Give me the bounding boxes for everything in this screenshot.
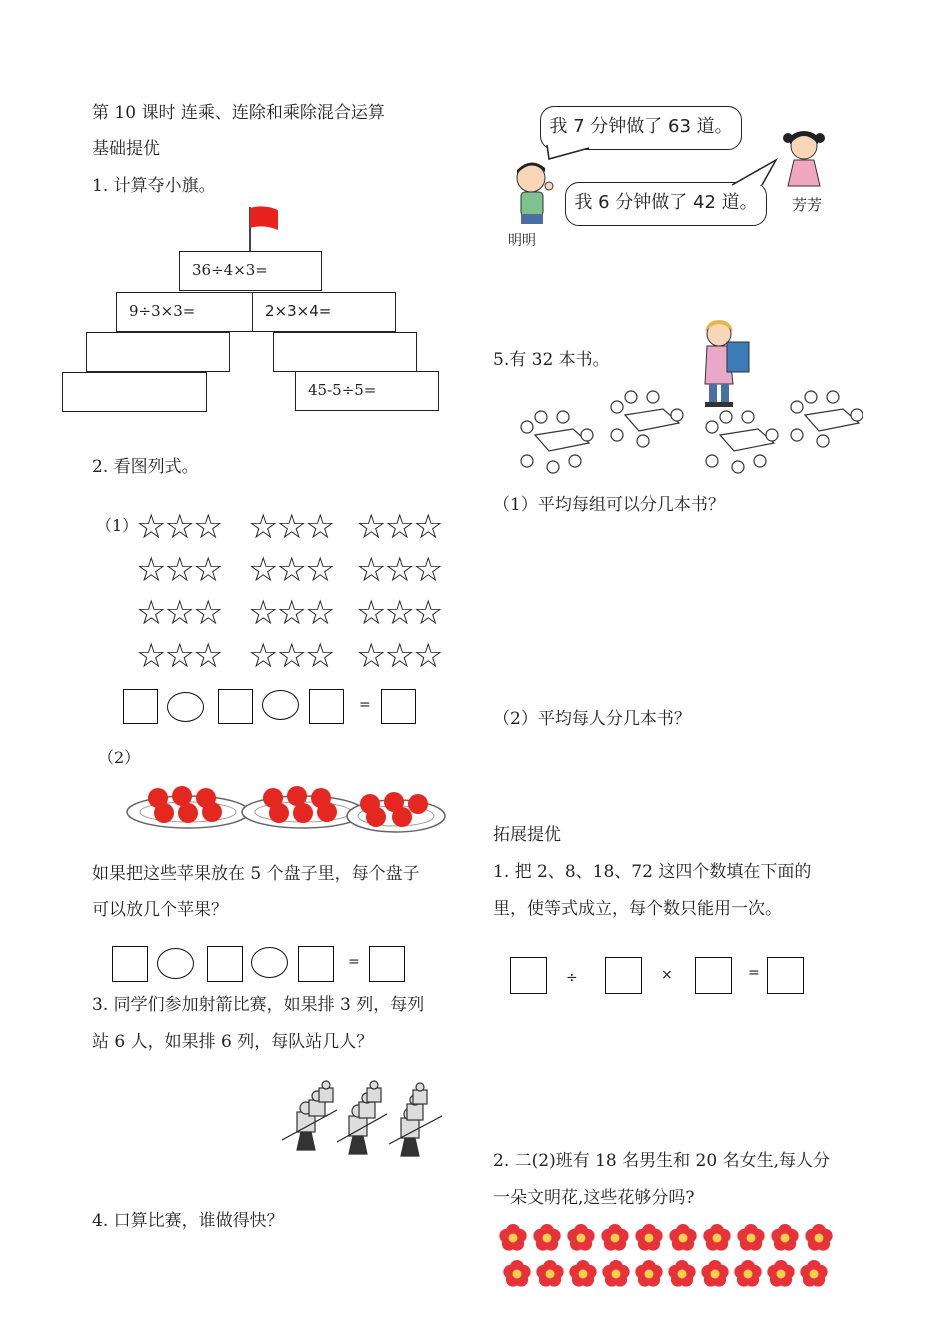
name-girl: 芳芳	[792, 196, 823, 214]
operator-circle[interactable]	[167, 692, 204, 722]
apple-plate	[242, 786, 364, 828]
section-ext-heading: 拓展提优	[493, 825, 561, 845]
boy-avatar	[505, 158, 565, 228]
apple-plates-illustration	[126, 780, 456, 842]
q2-part2-label: （2）	[98, 748, 141, 767]
star-group: ☆☆☆	[356, 636, 442, 676]
answer-square[interactable]	[369, 946, 405, 982]
multiply-sign: ×	[661, 967, 673, 983]
q2-part1-label: （1）	[96, 516, 139, 535]
answer-square[interactable]	[309, 689, 344, 724]
q3-line2: 站 6 人，如果排 6 列，每队站几人？	[92, 1032, 374, 1052]
answer-square[interactable]	[112, 946, 148, 982]
expr-bottom-right-box[interactable]: 45-5÷5=	[295, 371, 439, 411]
answer-square[interactable]	[298, 946, 334, 982]
flower-icon	[703, 1224, 730, 1251]
flowers-illustration	[495, 1218, 840, 1294]
student-groups-illustration	[503, 385, 863, 490]
expr-right-box[interactable]: 2×3×4=	[252, 292, 396, 332]
flower-icon	[771, 1224, 798, 1251]
flower-icon	[669, 1224, 696, 1251]
section-basic-heading: 基础提优	[92, 139, 160, 159]
ext1-line2: 里，使等式成立，每个数只能用一次。	[493, 899, 782, 919]
answer-square[interactable]	[767, 957, 804, 994]
flower-icon	[533, 1224, 560, 1251]
star-group: ☆☆☆	[248, 636, 334, 676]
student-group	[791, 391, 863, 447]
flower-icon	[635, 1224, 662, 1251]
flower-icon	[668, 1260, 695, 1287]
flag-icon	[240, 205, 290, 255]
star-group: ☆☆☆	[136, 593, 222, 633]
answer-box-bottom-left[interactable]	[62, 372, 207, 412]
flower-icon	[536, 1260, 563, 1287]
answer-square[interactable]	[510, 957, 547, 994]
q5-sub1: （1）平均每组可以分几本书？	[493, 495, 725, 515]
apple-plate	[127, 786, 249, 828]
name-boy: 明明	[508, 233, 536, 249]
operator-circle[interactable]	[262, 690, 299, 720]
answer-square[interactable]	[207, 946, 243, 982]
flower-icon	[503, 1260, 530, 1287]
operator-circle[interactable]	[157, 948, 194, 979]
speech-bubble-girl: 我 6 分钟做了 42 道。	[565, 182, 767, 226]
flower-icon	[635, 1260, 662, 1287]
equals-sign: =	[748, 965, 760, 981]
speech-bubble-boy: 我 7 分钟做了 63 道。	[540, 106, 742, 150]
star-group: ☆☆☆	[356, 593, 442, 633]
equals-sign: =	[359, 697, 371, 713]
flower-icon	[499, 1224, 526, 1251]
archer-figure	[319, 1081, 333, 1102]
answer-box-left[interactable]	[86, 332, 230, 372]
flower-icon	[800, 1260, 827, 1287]
answer-box-right[interactable]	[273, 332, 417, 372]
archer-figure	[413, 1083, 427, 1104]
flower-icon	[569, 1260, 596, 1287]
student-group	[706, 411, 778, 473]
star-group: ☆☆☆	[136, 507, 222, 547]
student-group	[611, 391, 683, 447]
star-group: ☆☆☆	[136, 636, 222, 676]
star-group: ☆☆☆	[248, 507, 334, 547]
star-group: ☆☆☆	[136, 550, 222, 590]
ext2-line2: 一朵文明花,这些花够分吗?	[493, 1188, 695, 1208]
q5-title: 5.有 32 本书。	[493, 350, 610, 370]
flower-icon	[737, 1224, 764, 1251]
star-group: ☆☆☆	[248, 550, 334, 590]
expr-top-box[interactable]: 36÷4×3=	[179, 251, 322, 291]
star-group: ☆☆☆	[356, 550, 442, 590]
flower-icon	[567, 1224, 594, 1251]
q3-line1: 3. 同学们参加射箭比赛，如果排 3 列，每列	[92, 995, 425, 1015]
flower-icon	[734, 1260, 761, 1287]
q2-question-line2: 可以放几个苹果？	[92, 900, 228, 920]
ext2-line1: 2. 二(2)班有 18 名男生和 20 名女生,每人分	[493, 1151, 830, 1171]
q5-sub2: （2）平均每人分几本书？	[493, 709, 691, 729]
q2-question-line1: 如果把这些苹果放在 5 个盘子里，每个盘子	[92, 864, 420, 884]
flower-icon	[602, 1260, 629, 1287]
girl-avatar	[780, 126, 836, 192]
ext1-line1: 1. 把 2、8、18、72 这四个数填在下面的	[493, 862, 812, 882]
apple-plate	[347, 792, 445, 832]
lesson-title: 第 10 课时 连乘、连除和乘除混合运算	[92, 103, 385, 123]
answer-square[interactable]	[123, 689, 158, 724]
q1-title: 1. 计算夺小旗。	[92, 176, 216, 196]
answer-square[interactable]	[218, 689, 253, 724]
star-group: ☆☆☆	[356, 507, 442, 547]
divide-sign: ÷	[566, 970, 578, 986]
equals-sign: =	[348, 954, 360, 970]
student-group	[521, 411, 593, 473]
q4-title: 4. 口算比赛，谁做得快？	[92, 1211, 284, 1231]
answer-square[interactable]	[605, 957, 642, 994]
flower-icon	[767, 1260, 794, 1287]
operator-circle[interactable]	[251, 947, 288, 978]
q2-title: 2. 看图列式。	[92, 457, 199, 477]
star-group: ☆☆☆	[248, 593, 334, 633]
archers-illustration	[277, 1080, 447, 1162]
expr-left-box[interactable]: 9÷3×3=	[116, 292, 253, 332]
answer-square[interactable]	[381, 689, 416, 724]
answer-square[interactable]	[695, 957, 732, 994]
flower-icon	[701, 1260, 728, 1287]
archer-figure	[367, 1081, 381, 1102]
flower-icon	[601, 1224, 628, 1251]
flower-icon	[805, 1224, 832, 1251]
